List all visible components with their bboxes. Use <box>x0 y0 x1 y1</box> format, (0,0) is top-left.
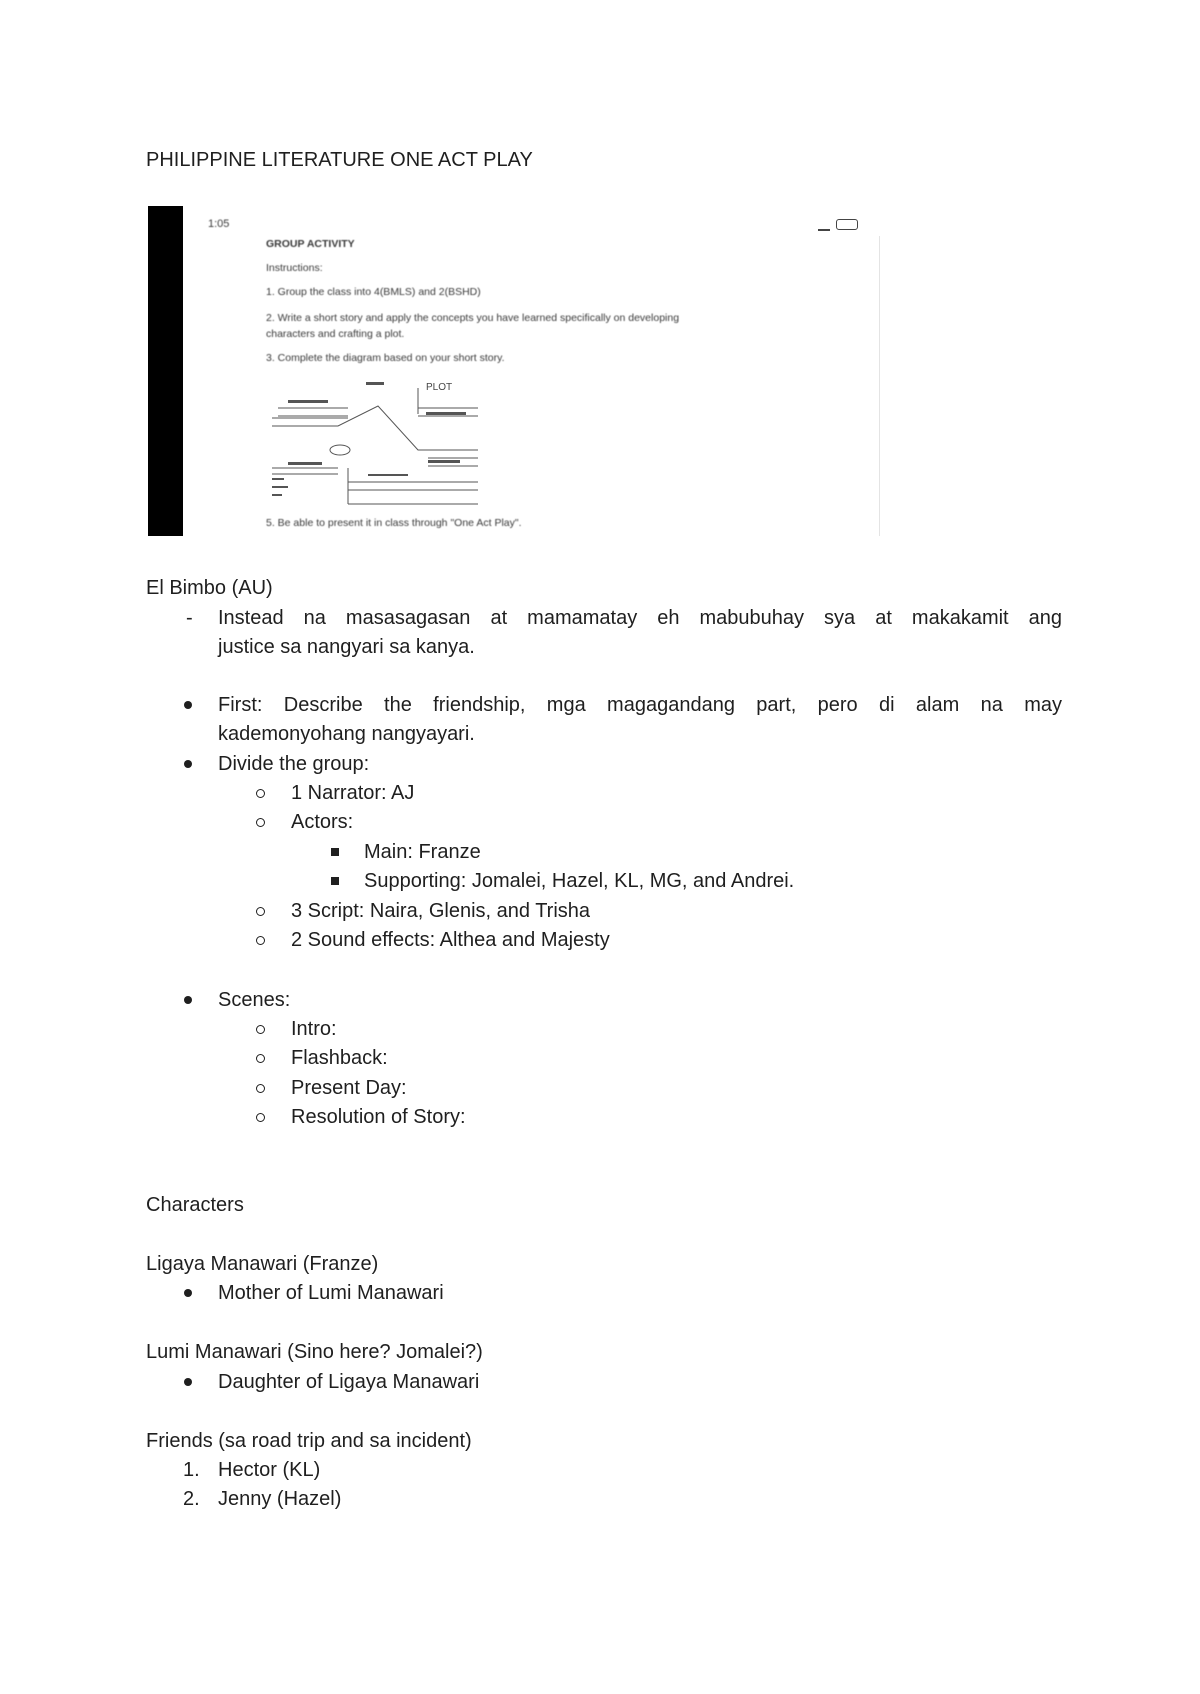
list-number: 2. <box>183 1488 200 1510</box>
screenshot-step-3: 3. Complete the diagram based on your short story. <box>266 352 505 364</box>
circle-bullet-icon <box>256 1084 265 1093</box>
actors-item: Actors: <box>291 811 354 833</box>
script-item: 3 Script: Naira, Glenis, and Trisha <box>291 900 591 922</box>
circle-bullet-icon <box>256 818 265 827</box>
scene-item: Resolution of Story: <box>291 1106 466 1128</box>
circle-bullet-icon <box>256 789 265 798</box>
bullet-icon <box>184 760 192 768</box>
list-number: 1. <box>183 1459 200 1481</box>
battery-icon <box>836 219 858 230</box>
page-title: PHILIPPINE LITERATURE ONE ACT PLAY <box>146 149 533 171</box>
friend-item: Jenny (Hazel) <box>218 1488 342 1510</box>
screenshot-instructions-label: Instructions: <box>266 262 323 274</box>
sound-effects-item: 2 Sound effects: Althea and Majesty <box>291 929 610 951</box>
scene-item: Present Day: <box>291 1077 407 1099</box>
supporting-actors: Supporting: Jomalei, Hazel, KL, MG, and Andrei. <box>364 870 795 892</box>
narrator-item: 1 Narrator: AJ <box>291 782 415 804</box>
character-lumi-desc: Daughter of Ligaya Manawari <box>218 1371 480 1393</box>
bullet-icon <box>184 996 192 1004</box>
main-actor: Main: Franze <box>364 841 481 863</box>
plot-diagram <box>268 378 488 508</box>
bullet-icon <box>184 1289 192 1297</box>
story-title: El Bimbo (AU) <box>146 577 273 599</box>
screenshot-step-2b: characters and crafting a plot. <box>266 328 405 340</box>
screenshot-black-bar <box>148 206 183 536</box>
circle-bullet-icon <box>256 936 265 945</box>
character-lumi: Lumi Manawari (Sino here? Jomalei?) <box>146 1341 483 1363</box>
circle-bullet-icon <box>256 1113 265 1122</box>
scene-item: Flashback: <box>291 1047 388 1069</box>
first-describe-line-1: First: Describe the friendship, mga magagandang part, pero di alam na may <box>218 694 1062 716</box>
friend-item: Hector (KL) <box>218 1459 321 1481</box>
screenshot-step-5: 5. Be able to present it in class through "One Act Play". <box>266 517 522 529</box>
divide-group: Divide the group: <box>218 753 370 775</box>
signal-icon <box>818 218 830 231</box>
circle-bullet-icon <box>256 907 265 916</box>
bullet-icon <box>184 701 192 709</box>
screenshot-heading: GROUP ACTIVITY <box>266 238 355 250</box>
characters-heading: Characters <box>146 1194 244 1216</box>
screenshot-step-2a: 2. Write a short story and apply the concepts you have learned specifically on developing <box>266 312 680 324</box>
story-premise-line-1: Instead na masasagasan at mamamatay eh mabubuhay sya at makakamit ang <box>218 607 1062 629</box>
character-ligaya-desc: Mother of Lumi Manawari <box>218 1282 444 1304</box>
dash-marker: - <box>186 607 193 629</box>
plot-label: PLOT <box>426 382 453 393</box>
friends-heading: Friends (sa road trip and sa incident) <box>146 1430 472 1452</box>
circle-bullet-icon <box>256 1054 265 1063</box>
story-premise-line-2: justice sa nangyari sa kanya. <box>218 636 475 658</box>
scene-item: Intro: <box>291 1018 337 1040</box>
circle-bullet-icon <box>256 1025 265 1034</box>
scenes-heading: Scenes: <box>218 989 291 1011</box>
character-ligaya: Ligaya Manawari (Franze) <box>146 1253 379 1275</box>
screenshot-status-time: 1:05 <box>208 218 230 230</box>
status-icons <box>818 218 862 230</box>
group-activity-screenshot <box>148 206 880 536</box>
square-bullet-icon <box>331 848 339 856</box>
screenshot-step-1: 1. Group the class into 4(BMLS) and 2(BSHD) <box>266 286 481 298</box>
screenshot-edge <box>879 236 880 536</box>
first-describe-line-2: kademonyohang nangyayari. <box>218 723 475 745</box>
square-bullet-icon <box>331 877 339 885</box>
bullet-icon <box>184 1378 192 1386</box>
